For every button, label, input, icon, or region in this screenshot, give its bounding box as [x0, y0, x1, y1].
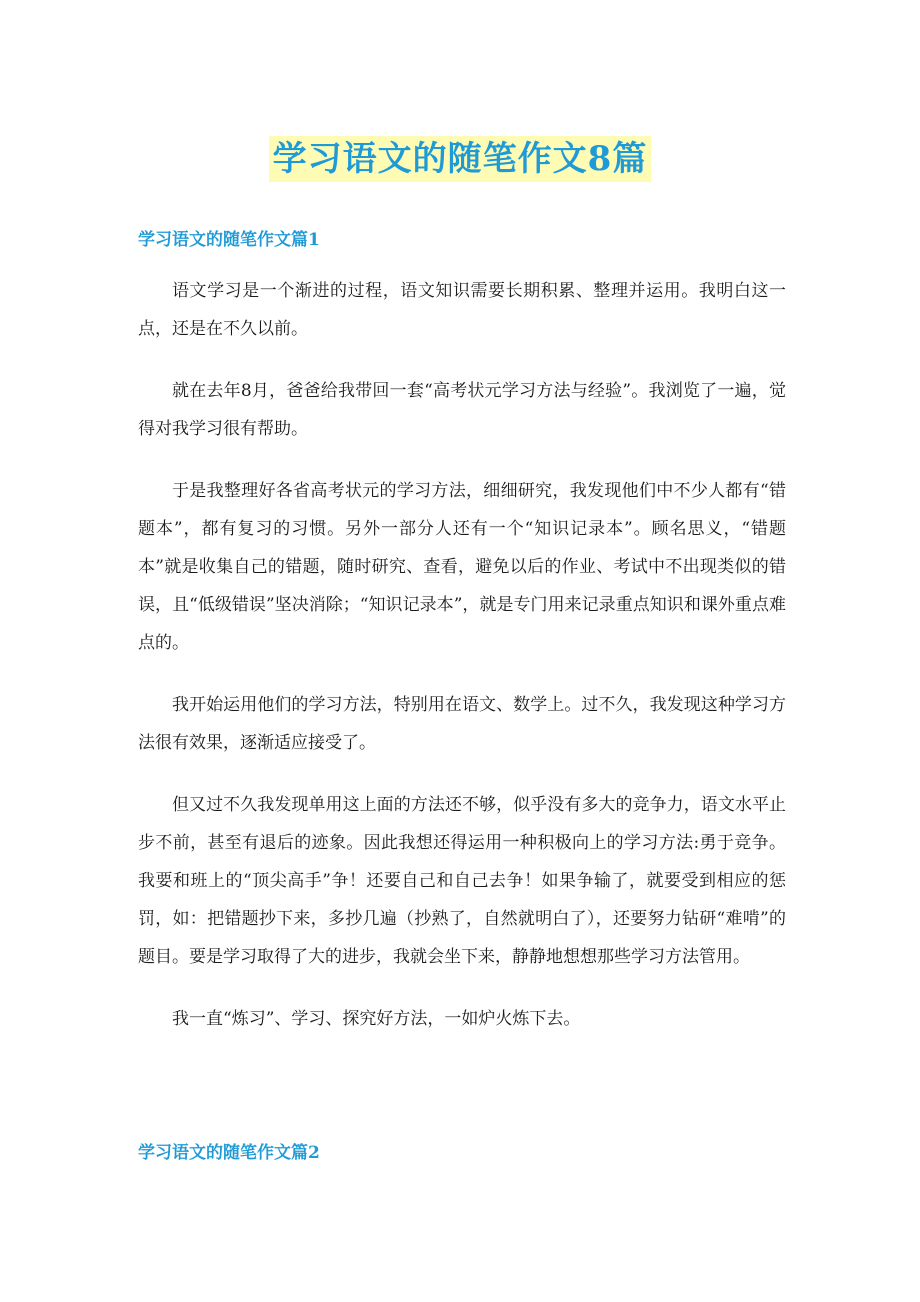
section-heading-2: 学习语文的随笔作文篇2 [138, 1143, 320, 1163]
paragraph-5: 但又过不久我发现单用这上面的方法还不够，似乎没有多大的竞争力，语文水平止步不前，甚至有退后的迹象。因此我想还得运用一种积极向上的学习方法:勇于竞争。我要和班上的“顶尖高手”争！还要自己和自己去争！如果争输了，就要受到相应的惩罚，如：把错题抄下来，多抄几遍（抄熟了，自然就明白了），还要努力钻研“难啃”的题目。要是学习取得了大的进步，我就会坐下来，静静地想想那些学习方法管用。 [138, 795, 786, 967]
title-container [0, 136, 920, 182]
paragraph-2: 就在去年8月，爸爸给我带回一套“高考状元学习方法与经验”。我浏览了一遍，觉得对我学习很有帮助。 [138, 381, 786, 439]
section-1-body [138, 272, 786, 1062]
section-heading-1: 学习语文的随笔作文篇1 [138, 230, 320, 250]
paragraph-6: 我一直“炼习”、学习、探究好方法，一如炉火炼下去。 [172, 1009, 581, 1029]
document-title: 学习语文的随笔作文8篇 [269, 136, 652, 182]
paragraph-1: 语文学习是一个渐进的过程，语文知识需要长期积累、整理并运用。我明白这一点，还是在不久以前。 [138, 281, 786, 339]
paragraph-4: 我开始运用他们的学习方法，特别用在语文、数学上。过不久，我发现这种学习方法很有效果，逐渐适应接受了。 [138, 695, 786, 753]
paragraph-3: 于是我整理好各省高考状元的学习方法，细细研究，我发现他们中不少人都有“错题本”，都有复习的习惯。另外一部分人还有一个“知识记录本”。顾名思义，“错题本”就是收集自己的错题，随时研究、查看，避免以后的作业、考试中不出现类似的错误，且“低级错误”坚决消除；“知识记录本”，就是专门用来记录重点知识和课外重点难点的。 [138, 481, 786, 653]
